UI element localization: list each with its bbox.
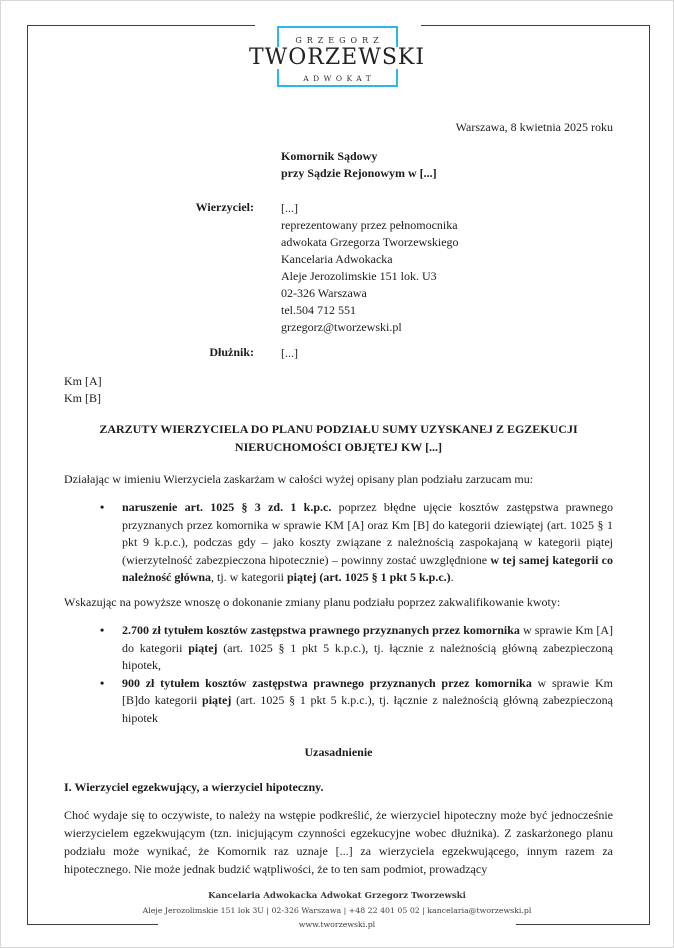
footer-firm-name: Kancelaria Adwokacka Adwokat Grzegorz Tworzewski [208, 891, 466, 901]
text-segment: w sprawie Km [B]do kategorii [122, 675, 613, 707]
case-numbers [64, 373, 613, 407]
emphasized-text: piątej [202, 693, 237, 707]
section-1-paragraph: Choć wydaje się to oczywiste, to należy na wstępie podkreślić, że wierzyciel hipoteczny może być jednocześnie wierzycielem egzekwującym (tzn. inicjującym czynności egzekucyjne wobec dłużnika). Z zaskarżonego planu podziału może wynikać, że Komornik raz uznaje [...] za wierzyciela egzekwującego, innym razem za hipotecznego. Nie może jednak budzić wątpliwości, że to ten sam podmiot, prowadzący [64, 808, 613, 876]
frame-top-right-rule [421, 25, 650, 26]
emphasized-text: 2.700 zł tytułem kosztów zastępstwa prawnego przyznanych przez komornika [122, 623, 523, 637]
emphasized-text: 900 zł tytułem kosztów zastępstwa prawnego przyznanych przez komornika [122, 675, 538, 690]
debtor-block [64, 345, 298, 362]
text-line: Aleje Jerozolimskie 151 lok. U3 [281, 269, 437, 283]
emphasized-text: naruszenie art. 1025 § 3 zd. 1 k.p.c. [122, 500, 339, 514]
addressee-line-2: przy Sądzie Rejonowym w [...] [281, 166, 437, 180]
request-item [64, 675, 613, 728]
text-line: grzegorz@tworzewski.pl [281, 320, 402, 334]
request-list [64, 622, 613, 727]
logo-first-name: GRZEGORZ [295, 36, 384, 45]
creditor-details [281, 200, 459, 336]
text-line: tel.504 712 551 [281, 303, 356, 317]
text-line: Km [B] [64, 391, 101, 405]
addressee-line-1: Komornik Sądowy [281, 149, 378, 163]
emphasized-text: piątej [188, 640, 224, 655]
emphasized-text: piątej (art. 1025 § 1 pkt 5 k.p.c.) [287, 570, 451, 584]
creditor-label: Wierzyciel: [195, 200, 254, 214]
text-segment: poprzez błędne ujęcie kosztów zastępstwa prawnego przyznanych przez komornika w sprawie KM [A] oraz Km [B] do kategorii dziewiątej (art. 1025 § 1 pkt 9 k.p.c.), podczas gdy – jako koszty związane z należnością zaspokajaną w kategorii piątej (wierzytelność zabezpieczona hipotecznie) – powinny zostać uwzględnione [122, 500, 614, 567]
text-segment: . [450, 570, 454, 584]
text-line: reprezentowany przez pełnomocnika [281, 218, 458, 232]
intro-paragraph: Działając w imieniu Wierzyciela zaskarżam w całości wyżej opisany plan podziału zarzucam mu: [64, 472, 534, 486]
frame-right-border [649, 25, 650, 925]
text-segment: , tj. w kategorii [211, 570, 287, 584]
creditor-block [64, 200, 459, 336]
text-line: 02-326 Warszawa [281, 286, 367, 300]
document-title: ZARZUTY WIERZYCIELA DO PLANU PODZIAŁU SUMY UZYSKANEJ Z EGZEKUCJI NIERUCHOMOŚCI OBJĘTEJ KW [...] [99, 422, 578, 454]
request-intro: Wskazując na powyższe wnoszę o dokonanie zmiany planu podziału poprzez zakwalifikowanie kwoty: [64, 595, 561, 609]
text-segment: w sprawie Km [A] do kategorii [122, 623, 613, 655]
text-line: Kancelaria Adwokacka [281, 252, 393, 266]
footer-website: www.tworzewski.pl [298, 920, 376, 929]
footer-contact-line: Aleje Jerozolimskie 151 lok 3U | 02-326 Warszawa | +48 22 401 05 02 | kancelaria@tworzewski.pl [142, 906, 532, 915]
objections-list [64, 499, 613, 587]
section-1-heading: I. Wierzyciel egzekwujący, a wierzyciel hipoteczny. [64, 780, 324, 794]
frame-top-left-rule [27, 25, 255, 26]
debtor-value: [...] [281, 346, 298, 360]
text-segment: (art. 1025 § 1 pkt 5 k.p.c.), tj. łącznie z należnością główną zabezpieczoną hipotek [122, 693, 613, 725]
text-line: [...] [281, 201, 298, 215]
objection-item [64, 499, 613, 587]
text-segment: (art. 1025 § 1 pkt 5 k.p.c.), tj. łącznie z należnością główną zabezpieczoną hipotek, [122, 640, 613, 672]
logo-surname: TWORZEWSKI [243, 47, 431, 69]
date-line: Warszawa, 8 kwietnia 2025 roku [455, 120, 613, 134]
logo-subtitle: ADWOKAT [303, 74, 376, 83]
debtor-label: Dłużnik: [209, 345, 254, 359]
addressee-block [281, 148, 437, 182]
text-line: adwokata Grzegorza Tworzewskiego [281, 235, 459, 249]
emphasized-text: w tej samej kategorii co należność główna [122, 552, 613, 584]
text-line: Km [A] [64, 374, 102, 388]
request-item [64, 622, 613, 675]
justification-heading: Uzasadnienie [304, 745, 373, 759]
frame-left-border [27, 25, 28, 925]
